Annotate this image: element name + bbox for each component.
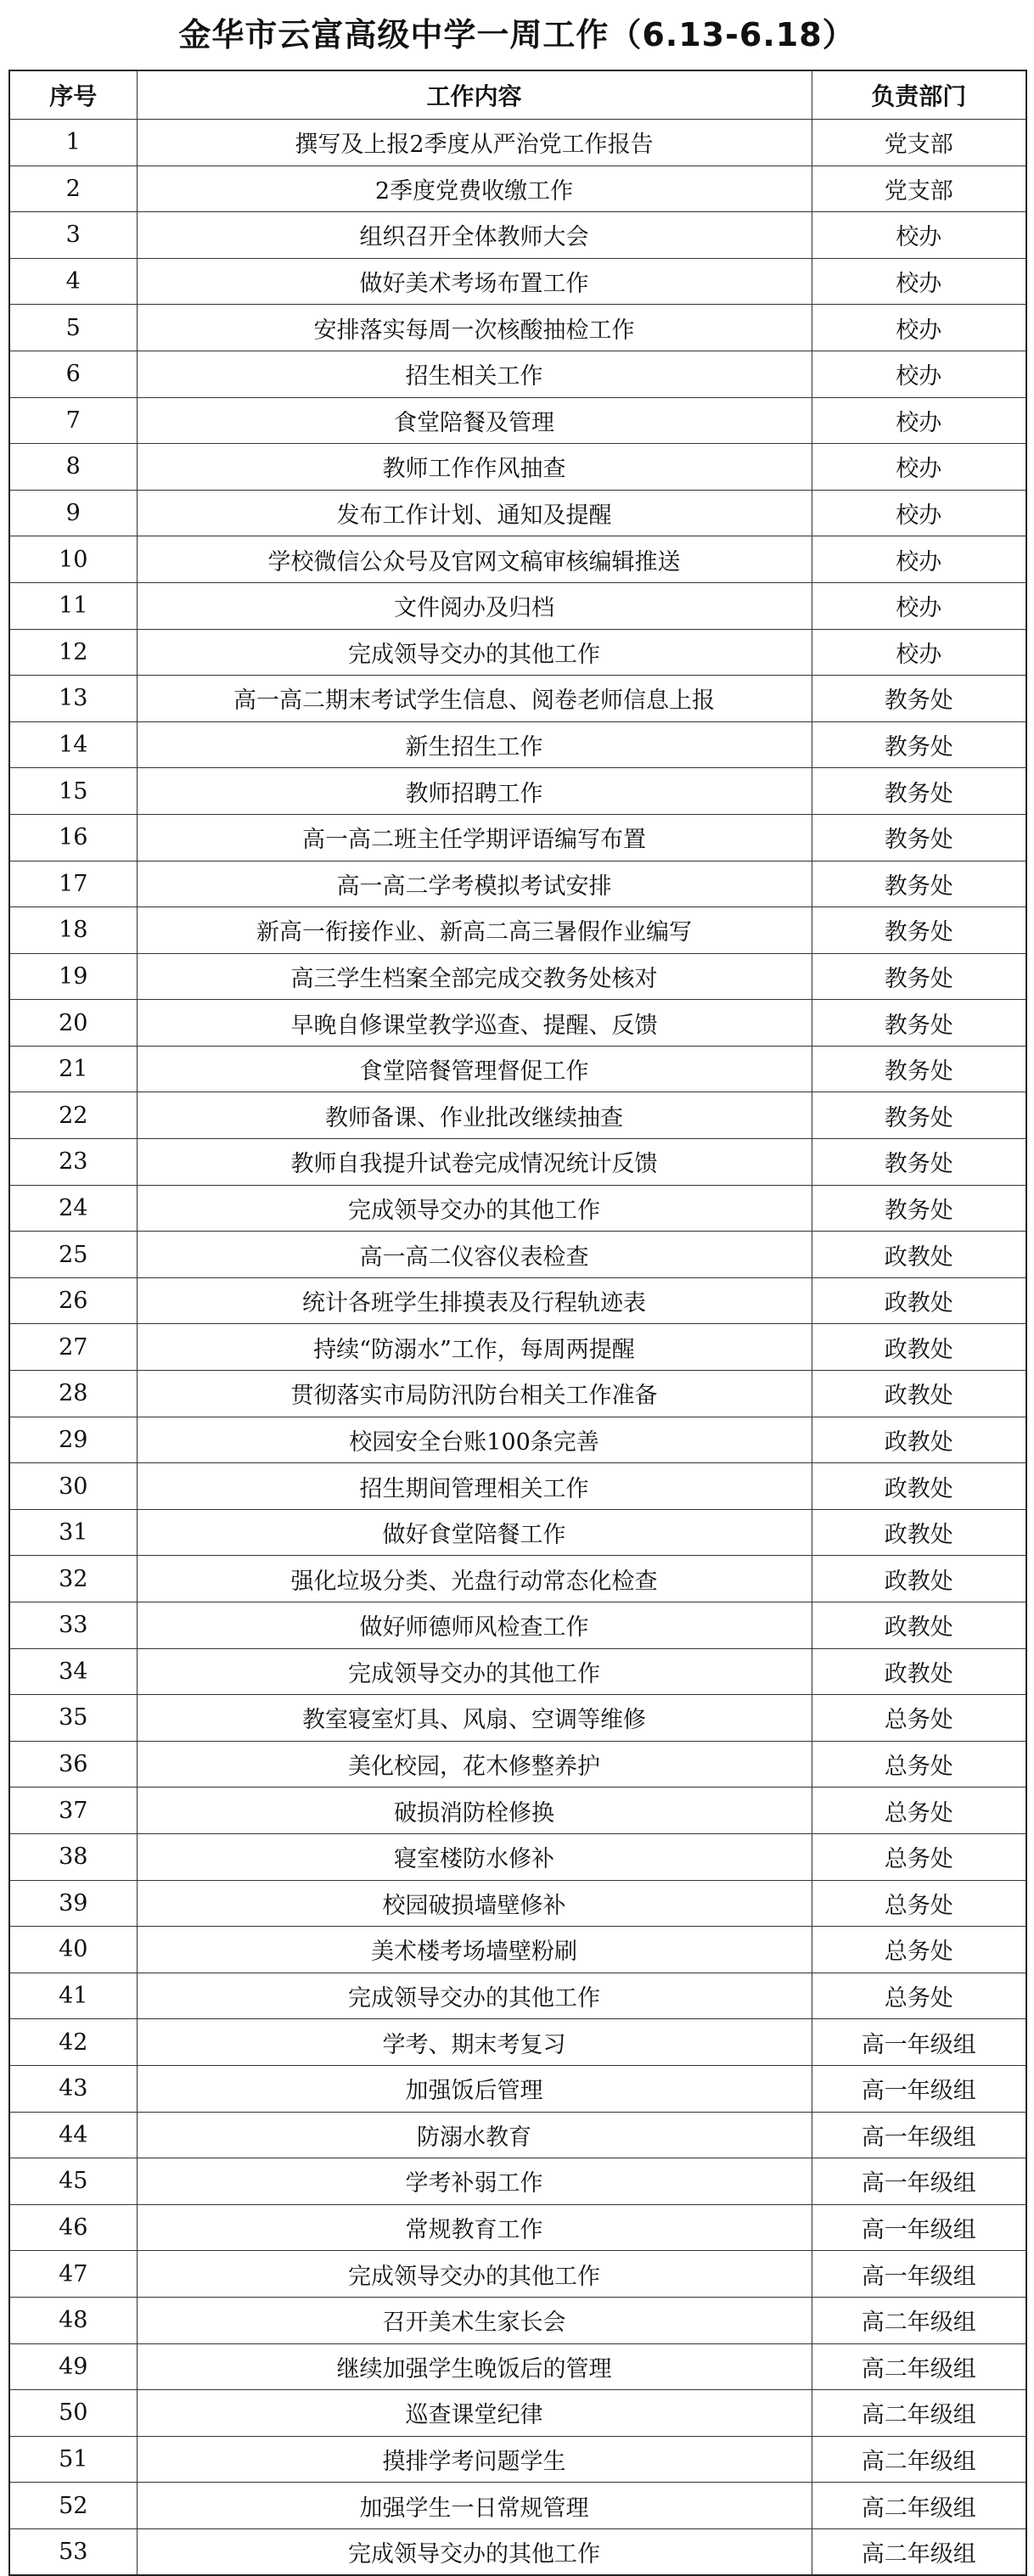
row-task: 贯彻落实市局防汛防台相关工作准备 [137,1371,812,1417]
row-index: 16 [9,814,137,861]
row-task: 完成领导交办的其他工作 [137,1648,812,1695]
table-row [9,490,1026,536]
table-row [9,768,1026,815]
row-task: 高一高二班主任学期评语编写布置 [137,814,812,861]
row-department: 总务处 [812,1787,1026,1834]
table-row [9,1973,1026,2019]
row-index: 52 [9,2483,137,2529]
row-department: 教务处 [812,1046,1026,1092]
row-index: 47 [9,2251,137,2298]
row-index: 23 [9,1139,137,1186]
table-row [9,1509,1026,1556]
table-row [9,2204,1026,2251]
row-task: 常规教育工作 [137,2204,812,2251]
row-department: 政教处 [812,1232,1026,1278]
row-department: 教务处 [812,1139,1026,1186]
row-task: 持续“防溺水”工作，每周两提醒 [137,1324,812,1371]
table-row [9,1417,1026,1463]
table-row [9,1833,1026,1880]
row-index: 49 [9,2343,137,2390]
row-index: 30 [9,1463,137,1510]
table-row [9,351,1026,397]
row-department: 教务处 [812,861,1026,907]
row-department: 教务处 [812,768,1026,815]
row-index: 42 [9,2019,137,2066]
table-row [9,721,1026,768]
row-task: 寝室楼防水修补 [137,1833,812,1880]
row-task: 教室寝室灯具、风扇、空调等维修 [137,1695,812,1742]
row-task: 新生招生工作 [137,721,812,768]
table-row [9,1092,1026,1139]
row-task: 统计各班学生排摸表及行程轨迹表 [137,1277,812,1324]
table-row [9,212,1026,259]
row-department: 政教处 [812,1648,1026,1695]
table-row [9,305,1026,351]
row-task: 教师备课、作业批改继续抽查 [137,1092,812,1139]
row-task: 校园破损墙壁修补 [137,1880,812,1927]
table-row [9,258,1026,305]
table-row [9,1232,1026,1278]
row-department: 政教处 [812,1277,1026,1324]
row-index: 44 [9,2112,137,2158]
table-row [9,1648,1026,1695]
row-index: 29 [9,1417,137,1463]
row-index: 11 [9,582,137,629]
row-task: 破损消防栓修换 [137,1787,812,1834]
row-department: 高二年级组 [812,2483,1026,2529]
table-row [9,166,1026,212]
row-task: 教师招聘工作 [137,768,812,815]
row-index: 2 [9,166,137,212]
table-row [9,861,1026,907]
row-task: 召开美术生家长会 [137,2297,812,2343]
row-index: 12 [9,629,137,676]
row-department: 校办 [812,305,1026,351]
row-task: 完成领导交办的其他工作 [137,2528,812,2575]
row-task: 美术楼考场墙壁粉刷 [137,1927,812,1973]
table-row [9,2436,1026,2483]
row-index: 37 [9,1787,137,1834]
table-header-row [9,70,1026,120]
row-department: 政教处 [812,1602,1026,1649]
table-row [9,2251,1026,2298]
table-row [9,814,1026,861]
row-task: 强化垃圾分类、光盘行动常态化检查 [137,1556,812,1602]
table-row [9,536,1026,583]
row-department: 总务处 [812,1741,1026,1787]
row-index: 36 [9,1741,137,1787]
row-department: 高二年级组 [812,2390,1026,2437]
row-task: 高一高二仪容仪表检查 [137,1232,812,1278]
work-schedule-table [8,70,1027,2576]
header-department: 负责部门 [812,70,1026,120]
row-task: 巡查课堂纪律 [137,2390,812,2437]
row-index: 3 [9,212,137,259]
table-row [9,1602,1026,1649]
row-task: 摸排学考问题学生 [137,2436,812,2483]
row-department: 政教处 [812,1324,1026,1371]
table-row [9,1463,1026,1510]
row-index: 13 [9,676,137,722]
table-row [9,1185,1026,1232]
row-department: 校办 [812,629,1026,676]
row-index: 10 [9,536,137,583]
row-index: 1 [9,120,137,166]
row-department: 总务处 [812,1695,1026,1742]
row-index: 21 [9,1046,137,1092]
header-task: 工作内容 [137,70,812,120]
table-row [9,1741,1026,1787]
row-department: 教务处 [812,721,1026,768]
row-department: 教务处 [812,907,1026,954]
row-index: 25 [9,1232,137,1278]
row-task: 组织召开全体教师大会 [137,212,812,259]
row-index: 15 [9,768,137,815]
row-task: 教师自我提升试卷完成情况统计反馈 [137,1139,812,1186]
row-index: 32 [9,1556,137,1602]
row-task: 加强饭后管理 [137,2065,812,2112]
row-index: 34 [9,1648,137,1695]
row-task: 完成领导交办的其他工作 [137,1973,812,2019]
row-task: 做好美术考场布置工作 [137,258,812,305]
row-task: 高一高二学考模拟考试安排 [137,861,812,907]
row-index: 39 [9,1880,137,1927]
row-department: 教务处 [812,814,1026,861]
row-index: 45 [9,2158,137,2205]
row-department: 总务处 [812,1833,1026,1880]
row-task: 高一高二期末考试学生信息、阅卷老师信息上报 [137,676,812,722]
row-index: 26 [9,1277,137,1324]
table-row [9,2390,1026,2437]
row-task: 加强学生一日常规管理 [137,2483,812,2529]
row-department: 高二年级组 [812,2528,1026,2575]
row-task: 完成领导交办的其他工作 [137,629,812,676]
row-task: 撰写及上报2季度从严治党工作报告 [137,120,812,166]
table-body [9,120,1026,2576]
row-department: 总务处 [812,1973,1026,2019]
table-row [9,907,1026,954]
row-index: 46 [9,2204,137,2251]
table-row [9,1556,1026,1602]
row-department: 校办 [812,536,1026,583]
row-department: 教务处 [812,953,1026,1000]
table-row [9,953,1026,1000]
table-row [9,2528,1026,2575]
table-row [9,629,1026,676]
row-task: 高三学生档案全部完成交教务处核对 [137,953,812,1000]
table-row [9,1927,1026,1973]
table-row [9,2019,1026,2066]
row-department: 高二年级组 [812,2343,1026,2390]
row-index: 18 [9,907,137,954]
row-task: 继续加强学生晚饭后的管理 [137,2343,812,2390]
row-department: 教务处 [812,1000,1026,1047]
row-task: 学考补弱工作 [137,2158,812,2205]
row-index: 24 [9,1185,137,1232]
row-department: 政教处 [812,1417,1026,1463]
row-department: 政教处 [812,1463,1026,1510]
row-task: 招生相关工作 [137,351,812,397]
row-department: 高一年级组 [812,2204,1026,2251]
row-index: 38 [9,1833,137,1880]
table-row [9,1000,1026,1047]
row-task: 安排落实每周一次核酸抽检工作 [137,305,812,351]
row-department: 高二年级组 [812,2436,1026,2483]
row-task: 招生期间管理相关工作 [137,1463,812,1510]
row-task: 做好师德师风检查工作 [137,1602,812,1649]
row-task: 教师工作作风抽查 [137,444,812,491]
row-department: 校办 [812,397,1026,444]
row-task: 2季度党费收缴工作 [137,166,812,212]
row-department: 高一年级组 [812,2019,1026,2066]
row-department: 教务处 [812,1185,1026,1232]
row-index: 31 [9,1509,137,1556]
row-department: 政教处 [812,1509,1026,1556]
table-row [9,1880,1026,1927]
row-index: 53 [9,2528,137,2575]
document-title: 金华市云富高级中学一周工作（6.13-6.18） [178,16,856,53]
table-row [9,676,1026,722]
table-row [9,1695,1026,1742]
row-index: 17 [9,861,137,907]
table-row [9,2112,1026,2158]
table-row [9,2297,1026,2343]
row-department: 校办 [812,444,1026,491]
row-department: 高一年级组 [812,2065,1026,2112]
row-task: 新高一衔接作业、新高二高三暑假作业编写 [137,907,812,954]
table-row [9,1277,1026,1324]
row-index: 4 [9,258,137,305]
row-index: 27 [9,1324,137,1371]
row-department: 党支部 [812,120,1026,166]
row-index: 7 [9,397,137,444]
row-index: 22 [9,1092,137,1139]
table-row [9,1787,1026,1834]
table-row [9,1371,1026,1417]
row-task: 校园安全台账100条完善 [137,1417,812,1463]
row-index: 14 [9,721,137,768]
row-index: 51 [9,2436,137,2483]
row-task: 完成领导交办的其他工作 [137,1185,812,1232]
table-row [9,444,1026,491]
row-department: 高一年级组 [812,2251,1026,2298]
row-department: 高二年级组 [812,2297,1026,2343]
row-index: 9 [9,490,137,536]
row-task: 学考、期末考复习 [137,2019,812,2066]
row-department: 校办 [812,490,1026,536]
table-row [9,120,1026,166]
row-index: 40 [9,1927,137,1973]
row-index: 6 [9,351,137,397]
row-department: 校办 [812,351,1026,397]
table-row [9,582,1026,629]
row-department: 校办 [812,258,1026,305]
row-department: 总务处 [812,1927,1026,1973]
row-index: 35 [9,1695,137,1742]
row-index: 48 [9,2297,137,2343]
table-row [9,1046,1026,1092]
table-row [9,2483,1026,2529]
row-index: 43 [9,2065,137,2112]
row-task: 完成领导交办的其他工作 [137,2251,812,2298]
row-index: 20 [9,1000,137,1047]
row-task: 食堂陪餐及管理 [137,397,812,444]
row-index: 19 [9,953,137,1000]
row-task: 食堂陪餐管理督促工作 [137,1046,812,1092]
row-task: 发布工作计划、通知及提醒 [137,490,812,536]
table-row [9,2158,1026,2205]
row-index: 5 [9,305,137,351]
row-department: 总务处 [812,1880,1026,1927]
row-department: 政教处 [812,1556,1026,1602]
row-department: 校办 [812,582,1026,629]
row-task: 早晚自修课堂教学巡查、提醒、反馈 [137,1000,812,1047]
row-department: 教务处 [812,676,1026,722]
row-department: 校办 [812,212,1026,259]
row-index: 50 [9,2390,137,2437]
row-index: 28 [9,1371,137,1417]
row-index: 8 [9,444,137,491]
row-department: 教务处 [812,1092,1026,1139]
table-row [9,1324,1026,1371]
row-task: 美化校园，花木修整养护 [137,1741,812,1787]
row-task: 做好食堂陪餐工作 [137,1509,812,1556]
row-department: 党支部 [812,166,1026,212]
table-row [9,2065,1026,2112]
table-row [9,397,1026,444]
row-department: 政教处 [812,1371,1026,1417]
row-index: 41 [9,1973,137,2019]
row-task: 文件阅办及归档 [137,582,812,629]
row-department: 高一年级组 [812,2158,1026,2205]
row-index: 33 [9,1602,137,1649]
table-row [9,1139,1026,1186]
header-index: 序号 [9,70,137,120]
table-row [9,2343,1026,2390]
row-task: 防溺水教育 [137,2112,812,2158]
row-task: 学校微信公众号及官网文稿审核编辑推送 [137,536,812,583]
row-department: 高一年级组 [812,2112,1026,2158]
